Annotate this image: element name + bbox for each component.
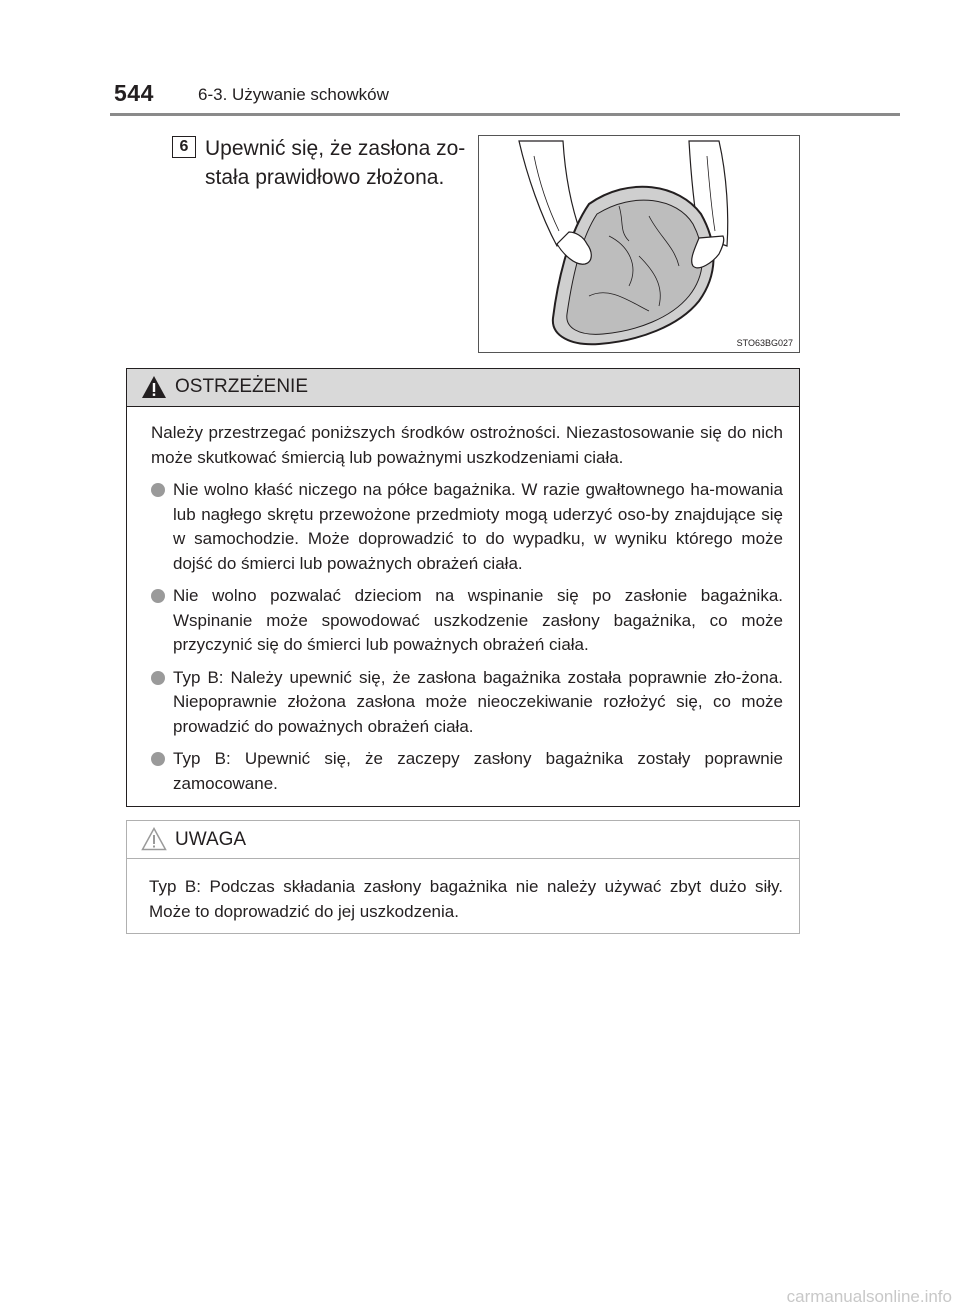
caution-text: Typ B: Podczas składania zasłony bagażnika nie należy używać zbyt dużo siły. Może to doprowadzić do jej uszkodzenia. [149,877,783,921]
figure-code: STO63BG027 [736,338,793,348]
warning-triangle-icon [141,375,167,399]
list-item: Typ B: Należy upewnić się, że zasłona bagażnika została poprawnie zło-żona. Niepoprawnie złożona zasłona może nieoczekiwanie rozłożyć się, co może prowadzić do poważnych obrażeń ciała. [151,666,783,740]
watermark: carmanualsonline.info [786,1287,952,1306]
step-number: 6 [172,136,196,158]
warning-box [126,368,800,807]
header-rule [110,113,900,116]
list-item: Nie wolno kłaść niczego na półce bagażnika. W razie gwałtownego ha-mowania lub nagłego skrętu przewożone przedmioty mogą uderzyć oso-by znajdujące się w samochodzie. Może doprowadzić to do wypadku, w wyniku którego może dojść do śmierci lub poważnych obrażeń ciała. [151,478,783,576]
page-number: 544 [114,80,154,106]
warning-list [151,478,783,796]
list-item: Typ B: Upewnić się, że zaczepy zasłony bagażnika zostały poprawnie zamocowane. [151,747,783,796]
warning-header [127,369,799,407]
section-title: 6-3. Używanie schowków [198,85,389,104]
warning-title: OSTRZEŻENIE [175,376,309,397]
caution-header [127,821,799,859]
list-item: Nie wolno pozwalać dzieciom na wspinanie się po zasłonie bagażnika. Wspinanie może spowodować uszkodzenie zasłony bagażnika, co może przyczynić się do śmierci lub poważnych obrażeń ciała. [151,584,783,658]
bullet-icon [151,752,165,766]
folding-cover-illustration [479,136,799,352]
warning-intro: Należy przestrzegać poniższych środków ostrożności. Niezastosowanie się do nich może skutkować śmiercią lub poważnymi uszkodzeniami ciała. [151,423,783,467]
bullet-icon [151,589,165,603]
caution-title: UWAGA [175,829,247,850]
page-header [0,0,960,116]
bullet-icon [151,483,165,497]
warning-body [151,421,783,804]
caution-box [126,820,800,934]
bullet-icon [151,671,165,685]
figure-folding-cover [478,135,800,353]
caution-triangle-icon [141,827,167,851]
step-text: Upewnić się, że zasłona zo-stała prawidłowo złożona. [205,137,466,189]
